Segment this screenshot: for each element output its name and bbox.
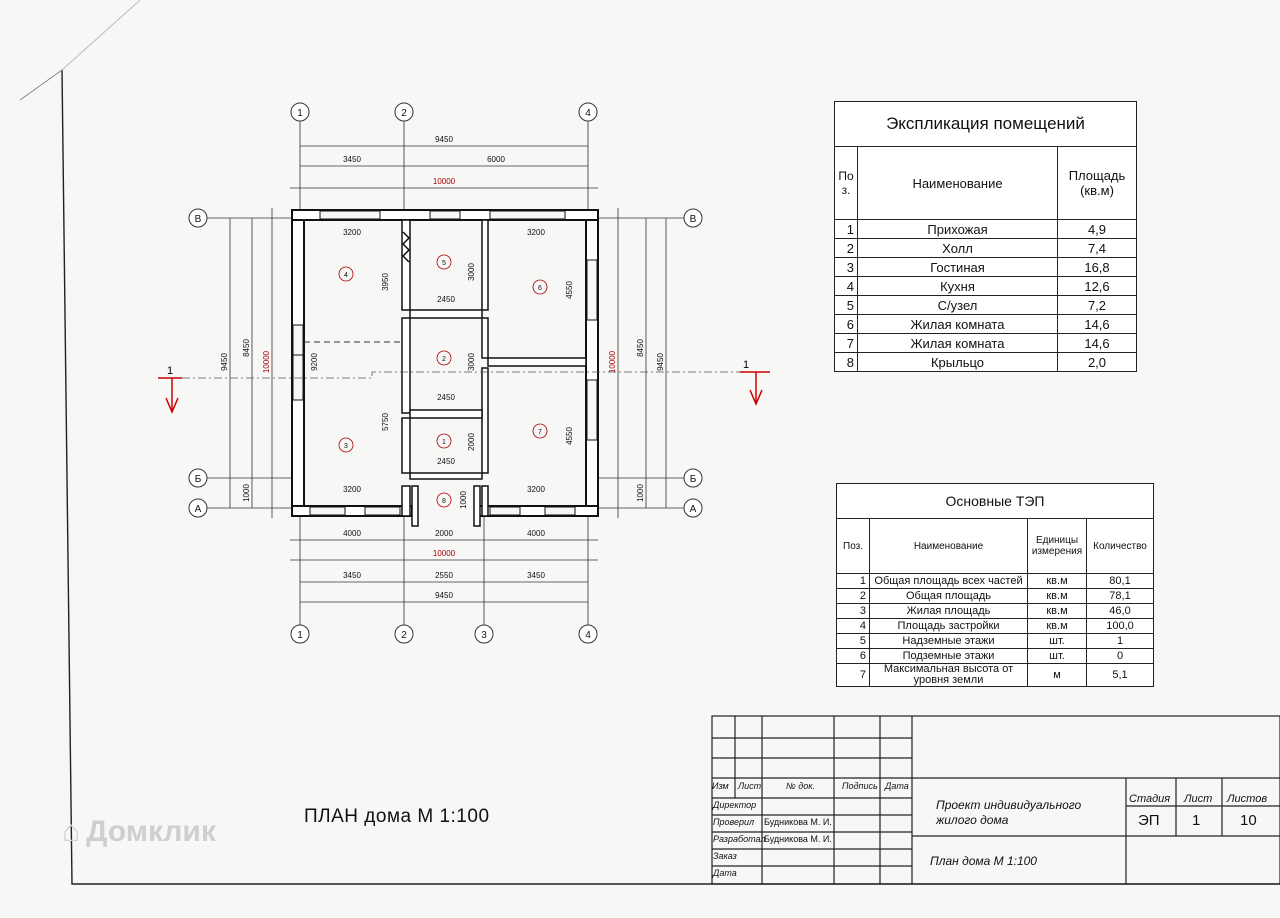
tb-role: Директор (713, 800, 757, 810)
room-dim: 3200 (343, 228, 361, 237)
watermark (62, 815, 216, 849)
dim-text: 3450 (343, 571, 361, 580)
dim-text: 1000 (636, 484, 645, 502)
explication-row (835, 258, 1137, 277)
tep-pos: 5 (837, 634, 870, 649)
col-header: Площадь (кв.м) (1058, 147, 1137, 220)
tep-pos: 6 (837, 649, 870, 664)
axis-label: 2 (401, 108, 407, 119)
tep-row (837, 619, 1154, 634)
axis-label: А (689, 504, 697, 515)
dim-text: 1000 (242, 484, 251, 502)
explication-row (835, 315, 1137, 334)
tep-title: Основные ТЭП (837, 484, 1154, 519)
axis-label: 4 (585, 630, 591, 641)
room-dim: 5750 (381, 413, 390, 431)
tep-unit: шт. (1028, 649, 1087, 664)
col-header: По з. (835, 147, 858, 220)
dim-text: 10000 (432, 177, 456, 186)
tep-row (837, 574, 1154, 589)
dim-text: 9450 (656, 353, 665, 371)
axis-label: 4 (585, 108, 591, 119)
tb-sheet-name: План дома М 1:100 (930, 854, 1037, 868)
tep-pos: 4 (837, 619, 870, 634)
room-name: Гостиная (858, 258, 1058, 277)
col-header: Количество (1087, 519, 1154, 574)
tep-row (837, 589, 1154, 604)
room-dim: 3200 (527, 485, 545, 494)
tep-value: 1 (1087, 634, 1154, 649)
room-no: 3 (835, 258, 858, 277)
room-area: 14,6 (1058, 334, 1137, 353)
col-header: Наименование (870, 519, 1028, 574)
dim-text: 9450 (220, 353, 229, 371)
tep-name: Общая площадь всех частей (870, 574, 1028, 589)
room-number: 1 (442, 439, 446, 446)
room-dim: 3000 (467, 263, 476, 281)
axis-label: 1 (297, 108, 303, 119)
tep-unit: кв.м (1028, 574, 1087, 589)
room-number: 5 (442, 260, 446, 267)
room-name: Прихожая (858, 220, 1058, 239)
dim-text: 10000 (432, 549, 456, 558)
room-number: 6 (538, 285, 542, 292)
axis-label: Б (194, 474, 202, 485)
room-dim: 2450 (437, 393, 455, 402)
room-no: 2 (835, 239, 858, 258)
tb-col-header: № док. (786, 781, 815, 791)
room-dim: 3200 (527, 228, 545, 237)
room-no: 1 (835, 220, 858, 239)
dim-text: 9450 (435, 135, 453, 144)
tb-role: Разработал (713, 834, 765, 844)
explication-row (835, 239, 1137, 258)
tep-unit: шт. (1028, 634, 1087, 649)
plan-title: ПЛАН дома М 1:100 (304, 806, 490, 827)
tep-pos: 1 (837, 574, 870, 589)
tep-table (836, 483, 1154, 687)
tb-col-header: Дата (885, 781, 909, 791)
room-area: 4,9 (1058, 220, 1137, 239)
room-area: 16,8 (1058, 258, 1137, 277)
tb-sheets-label: Листов (1227, 793, 1268, 805)
room-area: 7,2 (1058, 296, 1137, 315)
axis-label: А (194, 504, 202, 515)
tep-name: Общая площадь (870, 589, 1028, 604)
tep-pos: 3 (837, 604, 870, 619)
room-dim: 3200 (343, 485, 361, 494)
room-number: 7 (538, 429, 542, 436)
tep-name: Надземные этажи (870, 634, 1028, 649)
room-dim: 1000 (459, 491, 468, 509)
tb-sheet-label: Лист (1184, 793, 1213, 805)
tep-value: 5,1 (1087, 664, 1154, 687)
room-dim: 2450 (437, 295, 455, 304)
room-no: 5 (835, 296, 858, 315)
tb-col-header: Подпись (842, 781, 878, 791)
tep-row (837, 649, 1154, 664)
tep-row (837, 664, 1154, 687)
tb-developed-by: Будникова М. И. (764, 834, 832, 844)
tb-checked-by: Будникова М. И. (764, 817, 832, 827)
axis-label: В (194, 214, 202, 225)
room-dim: 4550 (565, 427, 574, 445)
room-number: 4 (344, 272, 348, 279)
dim-text: 9450 (435, 591, 453, 600)
tep-value: 0 (1087, 649, 1154, 664)
col-header: Поз. (837, 519, 870, 574)
room-name: Жилая комната (858, 334, 1058, 353)
tb-col-header: Изм (712, 781, 729, 791)
dim-text: 10000 (262, 350, 271, 374)
room-dim: 2450 (437, 457, 455, 466)
tep-value: 78,1 (1087, 589, 1154, 604)
room-name: Жилая комната (858, 315, 1058, 334)
explication-title: Экспликация помещений (835, 102, 1137, 147)
tep-name: Максимальная высота от уровня земли (870, 664, 1028, 687)
tep-value: 100,0 (1087, 619, 1154, 634)
room-number: 8 (442, 498, 446, 505)
axis-label: В (689, 214, 697, 225)
dim-text: 10000 (608, 350, 617, 374)
axis-label: Б (689, 474, 697, 485)
tb-role: Проверил (713, 817, 755, 827)
tep-value: 46,0 (1087, 604, 1154, 619)
tep-name: Подземные этажи (870, 649, 1028, 664)
home-logo-icon: ⌂ (62, 815, 81, 848)
tep-unit: кв.м (1028, 604, 1087, 619)
room-name: Крыльцо (858, 353, 1058, 372)
axis-label: 3 (481, 630, 487, 641)
tb-stage-label: Стадия (1129, 793, 1171, 805)
tep-unit: кв.м (1028, 619, 1087, 634)
dim-text: 4000 (343, 529, 361, 538)
room-dim: 4550 (565, 281, 574, 299)
tep-name: Площадь застройки (870, 619, 1028, 634)
dim-text: 8450 (636, 339, 645, 357)
dim-text: 2550 (435, 571, 453, 580)
dim-text: 3450 (527, 571, 545, 580)
explication-row (835, 353, 1137, 372)
dim-text: 4000 (527, 529, 545, 538)
col-header: Единицы измерения (1028, 519, 1087, 574)
col-header: Наименование (858, 147, 1058, 220)
room-name: С/узел (858, 296, 1058, 315)
room-no: 4 (835, 277, 858, 296)
tb-sheets: 10 (1240, 812, 1257, 829)
tep-value: 80,1 (1087, 574, 1154, 589)
dim-text: 9200 (310, 353, 319, 371)
explication-row (835, 220, 1137, 239)
tep-name: Жилая площадь (870, 604, 1028, 619)
axis-label: 2 (401, 630, 407, 641)
room-dim: 2000 (467, 433, 476, 451)
explication-table (834, 101, 1137, 372)
room-area: 14,6 (1058, 315, 1137, 334)
dim-text: 3450 (343, 155, 361, 164)
tb-col-header: Лист (738, 781, 762, 791)
room-area: 12,6 (1058, 277, 1137, 296)
room-area: 7,4 (1058, 239, 1137, 258)
room-name: Кухня (858, 277, 1058, 296)
tb-stage: ЭП (1138, 812, 1160, 829)
tep-unit: кв.м (1028, 589, 1087, 604)
tep-pos: 2 (837, 589, 870, 604)
tb-role: Заказ (713, 851, 737, 861)
axis-label: 1 (297, 630, 303, 641)
tb-role: Дата (713, 868, 737, 878)
room-number: 3 (344, 443, 348, 450)
room-name: Холл (858, 239, 1058, 258)
room-dim: 3000 (467, 353, 476, 371)
dim-text: 2000 (435, 529, 453, 538)
tep-unit: м (1028, 664, 1087, 687)
tep-row (837, 634, 1154, 649)
dim-text: 6000 (487, 155, 505, 164)
dim-text: 8450 (242, 339, 251, 357)
explication-row (835, 334, 1137, 353)
explication-row (835, 296, 1137, 315)
section-label: 1 (166, 365, 174, 377)
room-area: 2,0 (1058, 353, 1137, 372)
tep-pos: 7 (837, 664, 870, 687)
room-no: 7 (835, 334, 858, 353)
tb-project: Проект индивидуального жилого дома (936, 798, 1082, 827)
room-dim: 3950 (381, 273, 390, 291)
room-no: 6 (835, 315, 858, 334)
section-label: 1 (742, 359, 750, 371)
room-no: 8 (835, 353, 858, 372)
tep-row (837, 604, 1154, 619)
explication-row (835, 277, 1137, 296)
tb-sheet: 1 (1192, 812, 1201, 829)
room-number: 2 (442, 356, 446, 363)
watermark-text: Домклик (86, 815, 216, 848)
